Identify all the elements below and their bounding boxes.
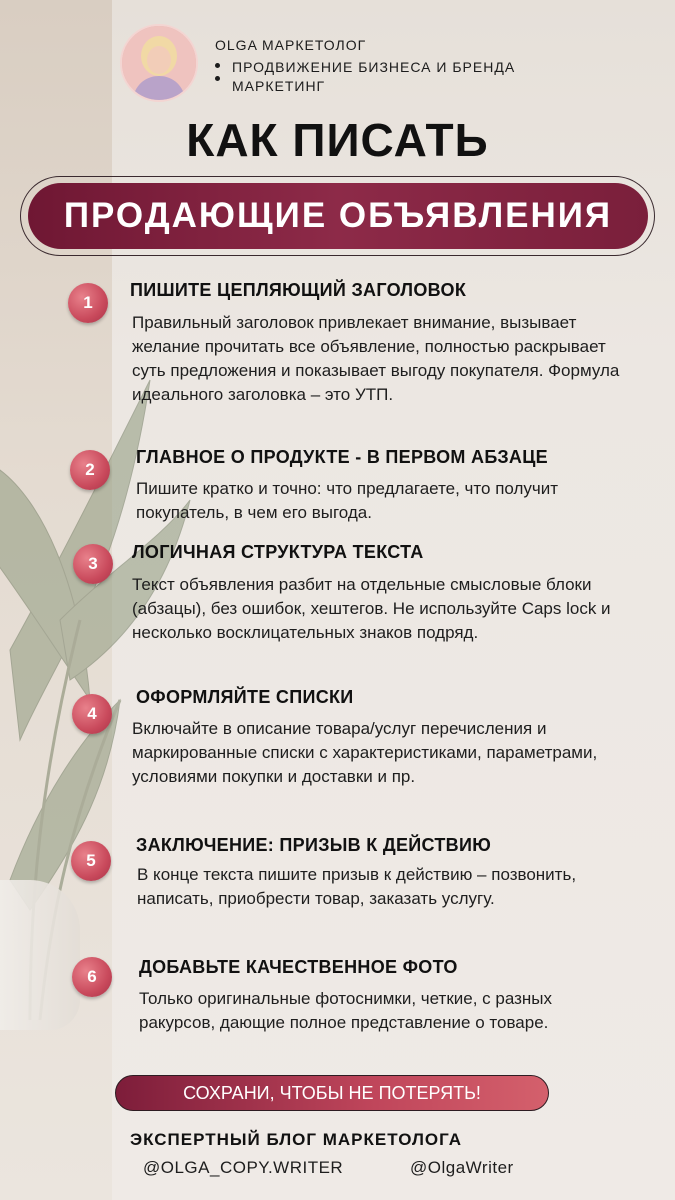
tip-title: ЛОГИЧНАЯ СТРУКТУРА ТЕКСТА	[132, 542, 424, 562]
tip-number-badge: 6	[72, 957, 112, 997]
tip-title: ЗАКЛЮЧЕНИЕ: ПРИЗЫВ К ДЕЙСТВИЮ	[136, 835, 492, 855]
tip-number-badge: 3	[73, 544, 113, 584]
author-name: OLGA МАРКЕТОЛОГ	[215, 37, 367, 53]
tip-title: ОФОРМЛЯЙТЕ СПИСКИ	[136, 687, 354, 707]
social-handle[interactable]: @OLGA_COPY.WRITER	[143, 1158, 344, 1177]
tip-text: В конце текста пишите призыв к действию – позвонить, написать, приобрести товар, заказать услугу.	[137, 865, 577, 908]
tip-text: Пишите кратко и точно: что предлагаете, что получит покупатель, в чем его выгода.	[136, 479, 559, 522]
save-reminder-text: СОХРАНИ, ЧТОБЫ НЕ ПОТЕРЯТЬ!	[183, 1082, 481, 1103]
avatar	[120, 24, 198, 102]
tip-title: ГЛАВНОЕ О ПРОДУКТЕ - В ПЕРВОМ АБЗАЦЕ	[136, 447, 548, 467]
save-reminder-banner	[115, 1075, 549, 1111]
tip-text: Включайте в описание товара/услуг перечисления и маркированные списки с характеристиками, параметрами, условиями покупки и доставки и пр.	[132, 719, 598, 786]
title-banner	[28, 183, 648, 249]
tip-text: Только оригинальные фотоснимки, четкие, с разных ракурсов, дающие полное представление о товаре.	[139, 989, 553, 1032]
avatar-portrait-icon	[122, 26, 196, 100]
tip-number-badge: 2	[70, 450, 110, 490]
bullet-icon	[215, 63, 220, 68]
page-title: КАК ПИСАТЬ	[186, 114, 489, 166]
tip-text: Текст объявления разбит на отдельные смысловые блоки (абзацы), без ошибок, хештегов. Не используйте Caps lock и несколько восклицательных знаков подряд.	[132, 575, 611, 642]
tip-title: ДОБАВЬТЕ КАЧЕСТВЕННОЕ ФОТО	[139, 957, 458, 977]
tagline-text: ПРОДВИЖЕНИЕ БИЗНЕСА И БРЕНДА МАРКЕТИНГ	[232, 59, 516, 94]
footer-title: ЭКСПЕРТНЫЙ БЛОГ МАРКЕТОЛОГА	[130, 1130, 462, 1149]
tip-number-badge: 1	[68, 283, 108, 323]
tip-title: ПИШИТЕ ЦЕПЛЯЮЩИЙ ЗАГОЛОВОК	[130, 280, 467, 300]
author-tagline	[215, 58, 595, 96]
tip-number-badge: 5	[71, 841, 111, 881]
banner-title: ПРОДАЮЩИЕ ОБЪЯВЛЕНИЯ	[63, 196, 613, 235]
social-handle[interactable]: @OlgaWriter	[410, 1158, 514, 1177]
tip-number-badge: 4	[72, 694, 112, 734]
bullet-icon	[215, 76, 220, 81]
tip-text: Правильный заголовок привлекает внимание, вызывает желание прочитать все объявление, полностью раскрывает суть предложения и показывает выгоду покупателя. Формула идеального заголовка – это УТП.	[132, 313, 620, 404]
plant-pot	[0, 880, 80, 1030]
